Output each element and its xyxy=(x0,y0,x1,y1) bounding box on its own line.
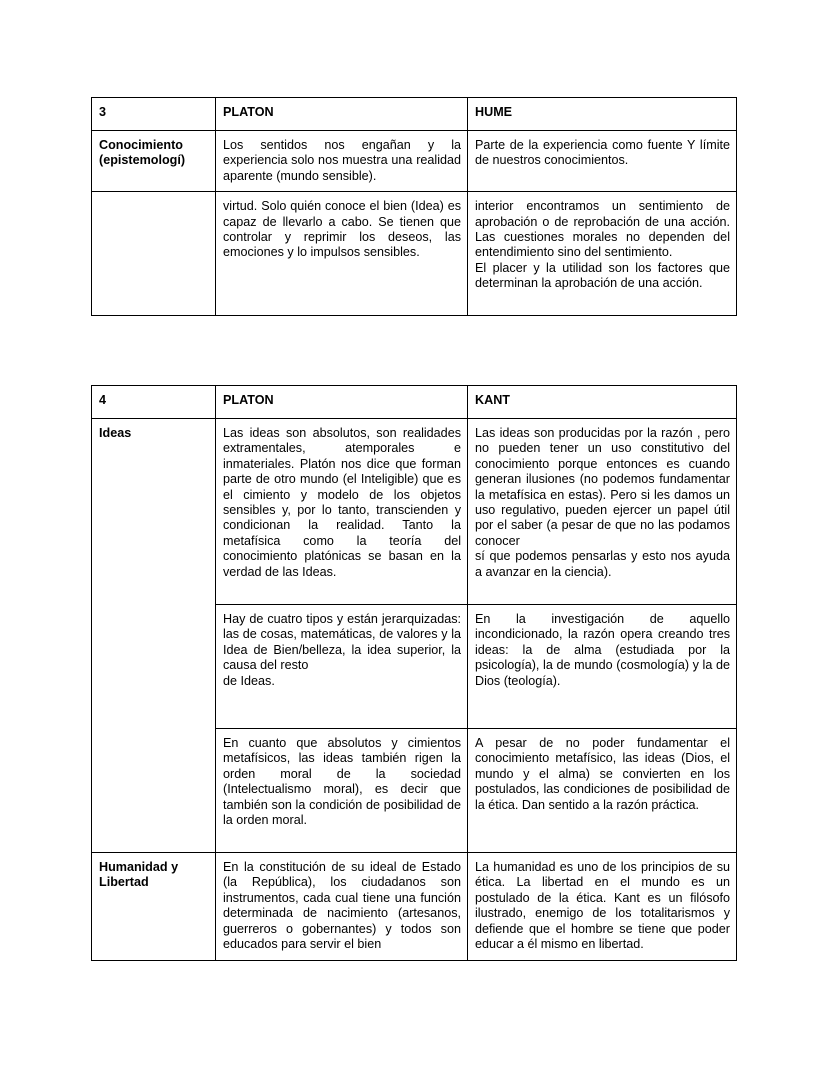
table-row xyxy=(92,853,737,961)
row-label-text: Ideas xyxy=(99,426,132,440)
column-header-kant: KANT xyxy=(468,386,737,419)
column-header-platon: PLATON xyxy=(216,98,468,131)
comparison-table-4 xyxy=(91,385,737,961)
row-label xyxy=(92,729,216,853)
platon-cell xyxy=(216,605,468,729)
platon-text: Los sentidos nos engañan y la experiencia solo nos muestra una realidad aparente (mundo sensible). xyxy=(223,138,461,183)
row-label xyxy=(92,419,216,605)
row-label xyxy=(92,605,216,729)
platon-text: Hay de cuatro tipos y están jerarquizadas: las de cosas, matemáticas, de valores y la Idea de Bien/belleza, la idea superior, la causa del resto de Ideas. xyxy=(223,612,461,688)
kant-text: Las ideas son producidas por la razón , pero no pueden tener un uso constitutivo del conocimiento porque entonces es cuando generan ilusiones (no podemos fundamentar la metafísica en estas). Pero si les damos un uso regulativo, pueden ejercer un papel útil por el saber (a pesar de que no las podamos conocer sí que podemos pensarlas y esto nos ayuda a avanzar en la ciencia). xyxy=(475,426,730,579)
comparison-table-3 xyxy=(91,97,737,316)
kant-cell xyxy=(468,853,737,961)
platon-cell xyxy=(216,192,468,316)
kant-text: La humanidad es uno de los principios de su ética. La libertad en el mundo es un postulado de la ética. Kant es un filósofo ilustrado, enemigo de los totalitarismos y defiende que el hombre se tiene que poder educar a él mismo en libertad. xyxy=(475,860,730,952)
kant-cell xyxy=(468,729,737,853)
platon-text: virtud. Solo quién conoce el bien (Idea) es capaz de llevarlo a cabo. Se tienen que controlar y reprimir los deseos, las emociones y lo impulsos sensibles. xyxy=(223,199,461,260)
table-number: 3 xyxy=(92,98,216,131)
kant-cell xyxy=(468,419,737,605)
platon-cell xyxy=(216,729,468,853)
column-header-hume: HUME xyxy=(468,98,737,131)
platon-text: En la constitución de su ideal de Estado (la República), los ciudadanos son instrumentos, cada cual tiene una función determinada de nacimiento (artesanos, guerreros o gobernantes) y todos son educados para servir el bien xyxy=(223,860,461,952)
hume-cell xyxy=(468,131,737,192)
kant-text: En la investigación de aquello incondicionado, la razón opera creando tres ideas: la de alma (estudiada por la psicología), la de mundo (cosmología) y la de Dios (teología). xyxy=(475,612,730,688)
row-label-text: Conocimiento (epistemologí) xyxy=(99,138,186,168)
table-row xyxy=(92,192,737,316)
row-label xyxy=(92,131,216,192)
hume-cell xyxy=(468,192,737,316)
table-header-row xyxy=(92,98,737,131)
table-row xyxy=(92,419,737,605)
table-row xyxy=(92,131,737,192)
platon-text: En cuanto que absolutos y cimientos metafísicos, las ideas también rigen la orden moral de la sociedad (Intelectualismo moral), es decir que también son la condición de posibilidad de la orden moral. xyxy=(223,736,461,828)
hume-text: interior encontramos un sentimiento de aprobación o de reprobación de una acción. Las cuestiones morales no dependen del entendimiento sino del sentimiento. El placer y la utilidad son los factores que determinan la aprobación de una acción. xyxy=(475,199,730,291)
platon-text: Las ideas son absolutos, son realidades extramentales, atemporales e inmateriales. Platón nos dice que forman parte de otro mundo (el Inteligible) que es el cimiento y modelo de los objetos sensibles y, por lo tanto, transcienden y condicionan la realidad. Tanto la metafísica como la teoría del conocimiento platónicas se basan en la verdad de las Ideas. xyxy=(223,426,461,579)
column-header-platon: PLATON xyxy=(216,386,468,419)
hume-text: Parte de la experiencia como fuente Y límite de nuestros conocimientos. xyxy=(475,138,730,168)
platon-cell xyxy=(216,131,468,192)
kant-text: A pesar de no poder fundamentar el conocimiento metafísico, las ideas (Dios, el mundo y el alma) se convierten en los postulados, las condiciones de posibilidad de la ética. Dan sentido a la razón práctica. xyxy=(475,736,730,812)
row-label-text: Humanidad y Libertad xyxy=(99,860,179,890)
table-header-row xyxy=(92,386,737,419)
table-row xyxy=(92,729,737,853)
row-label xyxy=(92,192,216,316)
table-number: 4 xyxy=(92,386,216,419)
platon-cell xyxy=(216,853,468,961)
platon-cell xyxy=(216,419,468,605)
row-label xyxy=(92,853,216,961)
kant-cell xyxy=(468,605,737,729)
table-row xyxy=(92,605,737,729)
